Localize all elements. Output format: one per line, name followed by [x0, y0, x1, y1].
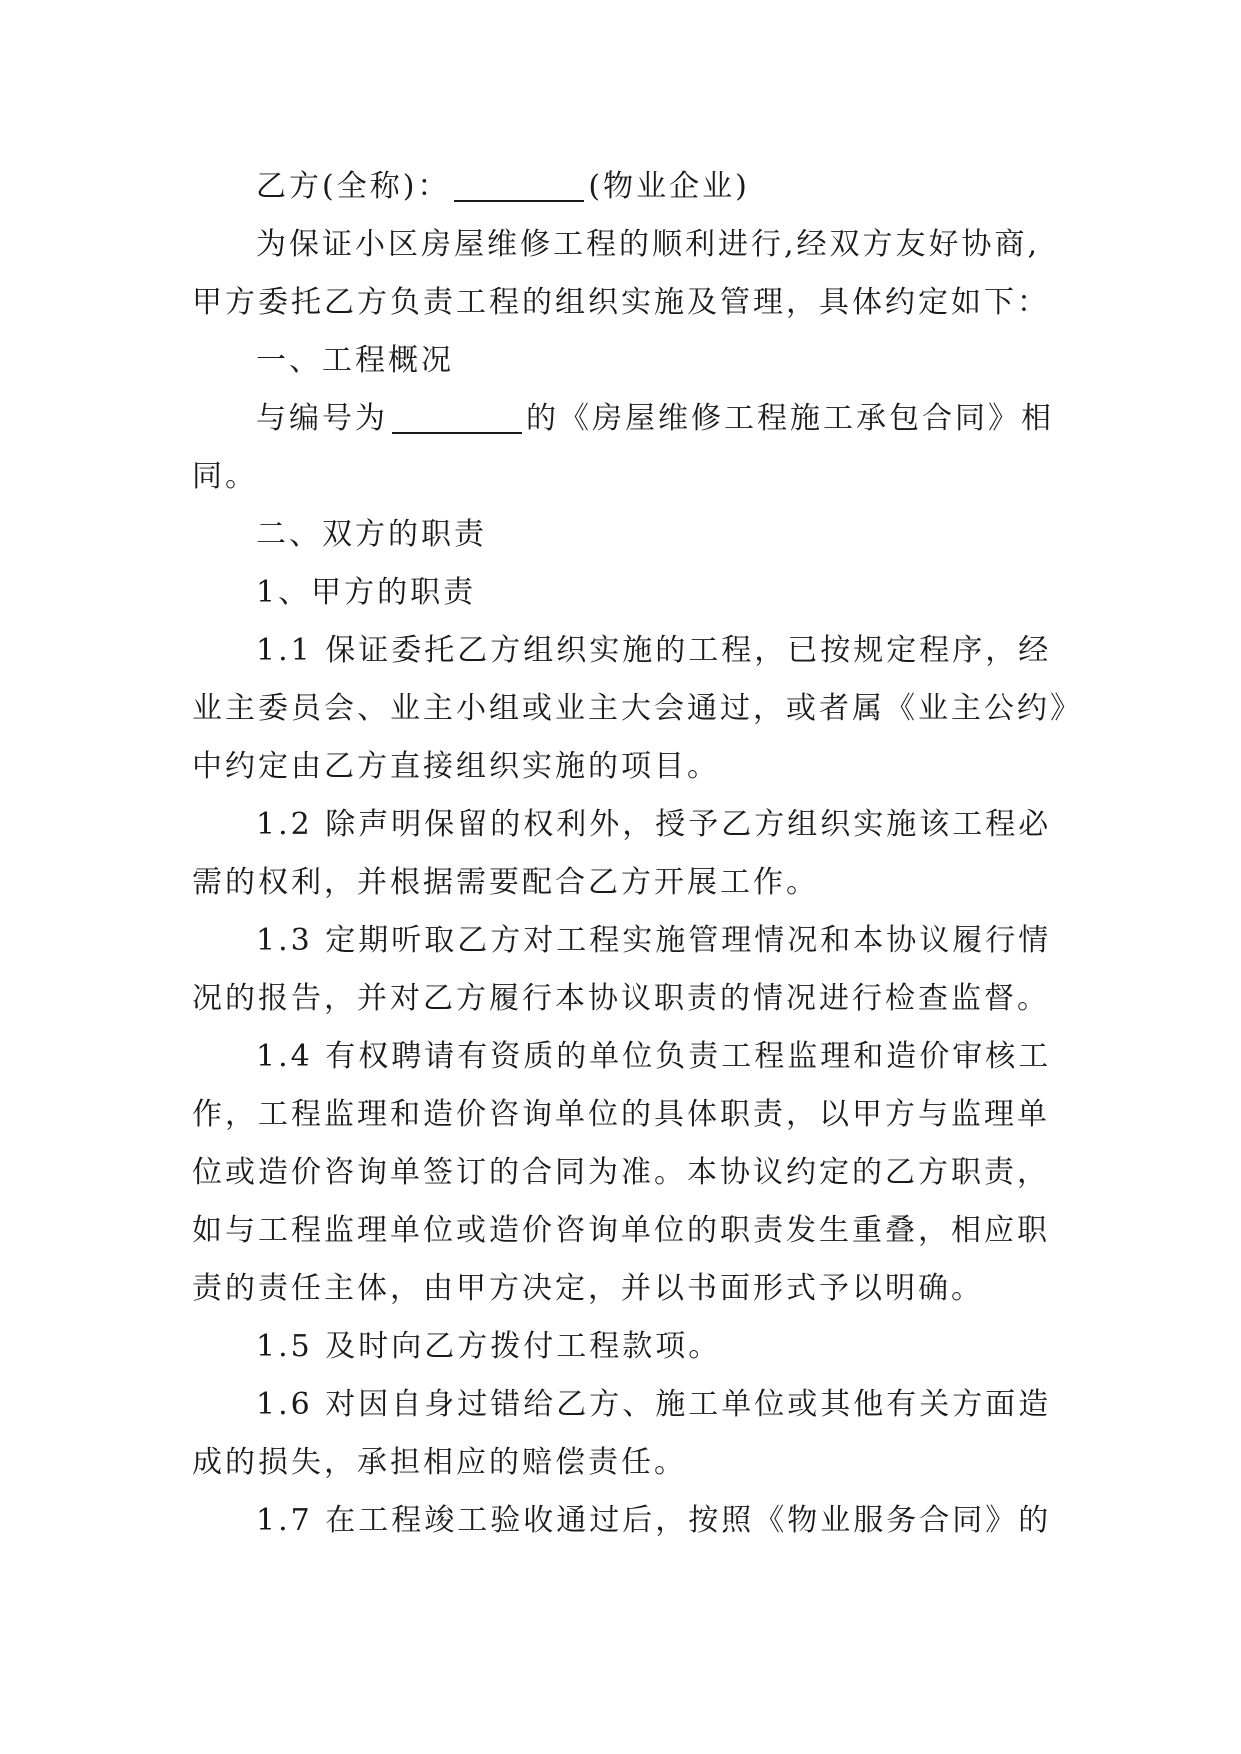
clause-1-5 — [192, 1318, 1072, 1376]
clause-line: 责的责任主体，由甲方决定，并以书面形式予以明确。 — [192, 1271, 984, 1306]
clause-line: 1.7 在工程竣工验收通过后，按照《物业服务合同》的 — [256, 1503, 1052, 1538]
clause-line: 业主委员会、业主小组或业主大会通过，或者属《业主公约》 — [192, 691, 1083, 726]
party-b-line — [192, 158, 1072, 216]
section-1-title: 一、工程概况 — [256, 343, 454, 378]
clause-line: 1.3 定期听取乙方对工程实施管理情况和本协议履行情 — [256, 923, 1052, 958]
clause-line: 位或造价咨询单签订的合同为准。本协议约定的乙方职责， — [192, 1155, 1050, 1190]
section-1-text-line-2: 同。 — [192, 459, 258, 494]
clause-1-2 — [192, 796, 1072, 912]
intro-line-2: 甲方委托乙方负责工程的组织实施及管理，具体约定如下： — [192, 285, 1050, 320]
section-1-text-line-1 — [192, 390, 1072, 448]
clause-line: 1.2 除声明保留的权利外，授予乙方组织实施该工程必 — [256, 807, 1052, 842]
clause-line: 1.4 有权聘请有资质的单位负责工程监理和造价审核工 — [256, 1039, 1052, 1074]
party-b-name-blank — [454, 166, 584, 202]
sub-section-1-title: 1、甲方的职责 — [256, 575, 477, 610]
section-1-suffix: 的《房屋维修工程施工承包合同》相 — [526, 401, 1054, 436]
section-2-title: 二、双方的职责 — [256, 517, 487, 552]
clause-line: 作，工程监理和造价咨询单位的具体职责，以甲方与监理单 — [192, 1097, 1050, 1132]
document-body — [192, 158, 1083, 1550]
clause-line: 中约定由乙方直接组织实施的项目。 — [192, 749, 720, 784]
clause-line: 需的权利，并根据需要配合乙方开展工作。 — [192, 865, 819, 900]
clause-1-1 — [192, 622, 1083, 796]
clause-line: 1.5 及时向乙方拨付工程款项。 — [256, 1329, 722, 1364]
party-b-suffix: (物业企业) — [588, 169, 750, 204]
clause-1-7 — [192, 1492, 1072, 1550]
party-b-label: 乙方(全称)： — [256, 169, 451, 204]
clause-line: 如与工程监理单位或造价咨询单位的职责发生重叠，相应职 — [192, 1213, 1050, 1248]
section-1-prefix: 与编号为 — [256, 401, 388, 436]
intro-line-1: 为保证小区房屋维修工程的顺利进行,经双方友好协商, — [256, 227, 1041, 262]
clause-line: 成的损失，承担相应的赔偿责任。 — [192, 1445, 687, 1480]
clause-1-6 — [192, 1376, 1072, 1492]
clause-1-4 — [192, 1028, 1072, 1318]
clause-line: 况的报告，并对乙方履行本协议职责的情况进行检查监督。 — [192, 981, 1050, 1016]
clause-line: 1.1 保证委托乙方组织实施的工程，已按规定程序，经 — [256, 633, 1052, 668]
contract-number-blank — [392, 398, 522, 434]
clause-1-3 — [192, 912, 1072, 1028]
clause-line: 1.6 对因自身过错给乙方、施工单位或其他有关方面造 — [256, 1387, 1052, 1422]
